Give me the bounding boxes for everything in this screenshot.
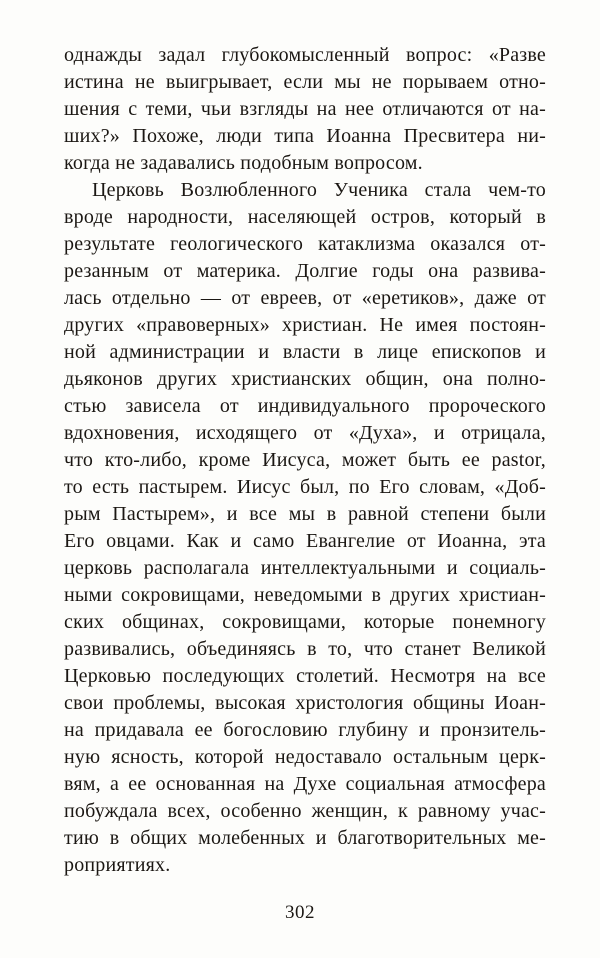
text-line: ную ясность, которой недоставало остальным церк- [64,746,546,768]
text-line: Церковь Возлюбленного Ученика стала чем-то [92,179,546,201]
text-line: тию в общих молебенных и благотворительных ме- [64,827,546,849]
page-number: 302 [285,902,315,923]
text-line: на придавала ее богословию глубину и пронзитель- [64,719,546,741]
text-line: когда не задавались подобным вопросом. [64,152,423,174]
text-line: что кто-либо, кроме Иисуса, может быть ее pastor, [64,449,546,471]
text-line: ными сокровищами, неведомыми в других христиан- [64,584,546,606]
text-line: свои проблемы, высокая христология общины Иоан- [64,692,546,714]
text-line: то есть пастырем. Иисус был, по Его словам, «Доб- [64,476,546,498]
text-line: ских общинах, сокровищами, которые понемногу [64,611,546,633]
text-line: развивались, объединяясь в то, что станет Великой [64,638,546,660]
paragraph [64,177,546,879]
text-line: результате геологического катаклизма оказался от- [64,233,546,255]
text-line: ной администрации и власти в лице епископов и [64,341,546,363]
body-text [64,42,546,879]
text-line: лась отдельно — от евреев, от «еретиков», даже от [64,287,546,309]
text-line: Его овцами. Как и само Евангелие от Иоанна, эта [64,530,546,552]
text-line: вям, а ее основанная на Духе социальная атмосфера [64,773,546,795]
text-line: дьяконов других христианских общин, она полно- [64,368,546,390]
text-line: однажды задал глубокомысленный вопрос: «Разве [64,44,546,66]
text-line: резанным от материка. Долгие годы она развива- [64,260,546,282]
text-line: вдохновения, исходящего от «Духа», и отрицала, [64,422,546,444]
text-line: шения с теми, чьи взгляды на нее отличаются от на- [64,98,546,120]
text-line: Церковью последующих столетий. Несмотря на все [64,665,546,687]
text-line: рым Пастырем», и все мы в равной степени были [64,503,546,525]
text-line: истина не выигрывает, если мы не порываем отно- [64,71,546,93]
text-line: стью зависела от индивидуального пророческого [64,395,546,417]
text-line: побуждала всех, особенно женщин, к равному учас- [64,800,546,822]
text-line: ших?» Похоже, люди типа Иоанна Пресвитера ни- [64,125,546,147]
text-line: церковь располагала интеллектуальными и социаль- [64,557,546,579]
paragraph [64,42,546,177]
text-line: роприятиях. [64,854,171,876]
text-line: вроде народности, населяющей остров, который в [64,206,546,228]
text-line: других «правоверных» христиан. Не имея постоян- [64,314,546,336]
